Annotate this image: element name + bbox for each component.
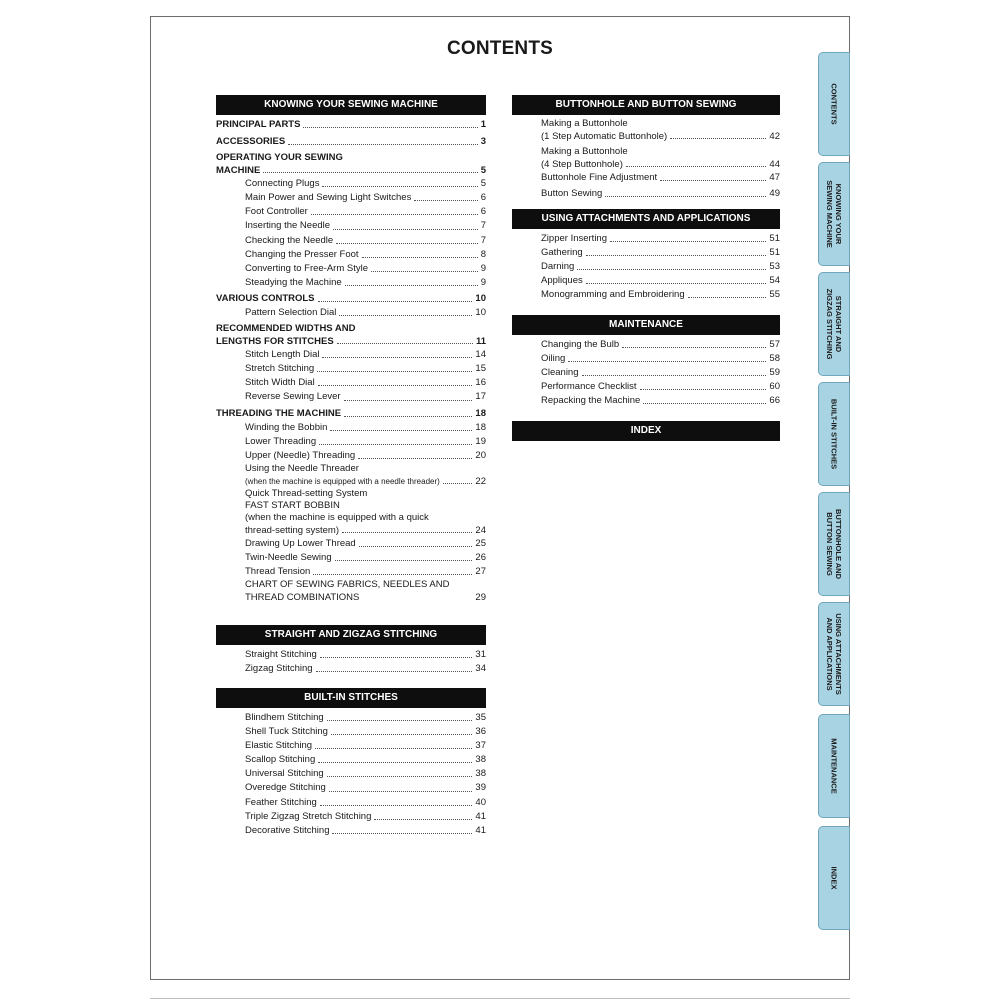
toc-entry-fabric-chart-line2[interactable] xyxy=(216,591,486,604)
tab-label-line1: CONTENTS xyxy=(829,83,839,125)
toc-page-number: 11 xyxy=(475,336,486,348)
toc-entry-needle-threader[interactable] xyxy=(216,463,486,475)
toc-subentry[interactable] xyxy=(216,435,486,449)
toc-entry-text-line1: OPERATING YOUR SEWING xyxy=(216,152,343,164)
toc-subentry[interactable] xyxy=(216,767,486,781)
section-header-straight-zigzag: STRAIGHT AND ZIGZAG STITCHING xyxy=(216,625,486,645)
toc-entry-text: Gathering xyxy=(541,246,584,260)
dot-leader xyxy=(318,301,473,302)
toc-entry-text: Foot Controller xyxy=(245,205,309,219)
toc-entry-text: Stretch Stitching xyxy=(245,362,315,376)
toc-index-section xyxy=(512,421,780,444)
toc-entry-text-line1: RECOMMENDED WIDTHS AND xyxy=(216,323,356,335)
dot-leader xyxy=(335,560,473,561)
toc-page-number: 38 xyxy=(475,754,486,766)
toc-page-number: 42 xyxy=(769,131,780,142)
toc-entry-text: Lower Threading xyxy=(245,435,317,449)
toc-page-number: 35 xyxy=(475,712,486,723)
toc-entry-text-line1: CHART OF SEWING FABRICS, NEEDLES AND xyxy=(245,579,450,591)
toc-entry-text: Overedge Stitching xyxy=(245,781,327,795)
dot-leader xyxy=(317,371,472,372)
toc-page-number: 58 xyxy=(769,353,780,365)
toc-entry-principal-parts[interactable] xyxy=(216,118,486,132)
toc-subentry[interactable] xyxy=(216,824,486,838)
toc-entry-text: Stitch Width Dial xyxy=(245,376,316,390)
toc-entry-text: Converting to Free-Arm Style xyxy=(245,262,369,276)
section-header-index[interactable]: INDEX xyxy=(512,421,780,441)
toc-subentry[interactable] xyxy=(216,648,486,662)
toc-page-number: 25 xyxy=(475,537,486,549)
tab-label-line2: SEWING MACHINE xyxy=(825,180,834,248)
toc-left-column xyxy=(216,95,486,604)
toc-page-number: 49 xyxy=(769,188,780,200)
dot-leader xyxy=(344,400,473,401)
toc-entry-text: Decorative Stitching xyxy=(245,824,330,838)
toc-entry-text: VARIOUS CONTROLS xyxy=(216,292,316,306)
toc-page-number: 15 xyxy=(475,363,486,375)
toc-entry-text: (4 Step Buttonhole) xyxy=(541,159,623,170)
toc-entry-needle-threader-line2[interactable] xyxy=(216,475,486,488)
toc-subentry[interactable] xyxy=(512,380,780,394)
toc-entry-text: (when the machine is equipped with a needle threader) xyxy=(245,476,440,486)
tab-straight-and-zigzag[interactable] xyxy=(818,272,850,376)
dot-leader xyxy=(586,283,767,284)
toc-subentry[interactable] xyxy=(512,352,780,366)
dot-leader xyxy=(342,532,472,533)
page-bottom-rule xyxy=(150,998,850,999)
toc-page-number: 44 xyxy=(769,159,780,170)
dot-leader xyxy=(319,444,472,445)
section-header-knowing: KNOWING YOUR SEWING MACHINE xyxy=(216,95,486,115)
toc-page-number: 36 xyxy=(475,726,486,738)
section-header-builtin: BUILT-IN STITCHES xyxy=(216,688,486,708)
toc-entry-text: Winding the Bobbin xyxy=(245,421,328,435)
tab-maintenance[interactable] xyxy=(818,714,850,818)
dot-leader xyxy=(688,297,767,298)
toc-entry-text: Inserting the Needle xyxy=(245,219,331,233)
toc-straight-zigzag-section xyxy=(216,625,486,676)
toc-page-number: 3 xyxy=(480,136,486,148)
toc-subentry[interactable] xyxy=(216,390,486,404)
section-header-attachments: USING ATTACHMENTS AND APPLICATIONS xyxy=(512,209,780,229)
dot-leader xyxy=(605,196,766,197)
toc-subentry[interactable] xyxy=(216,753,486,767)
dot-leader xyxy=(670,138,766,139)
toc-subentry[interactable] xyxy=(216,248,486,262)
dot-leader xyxy=(333,229,478,230)
toc-entry-text-line2: FAST START BOBBIN xyxy=(245,499,340,511)
toc-page-number: 51 xyxy=(769,233,780,244)
dot-leader xyxy=(622,347,766,348)
dot-leader xyxy=(315,748,472,749)
toc-subentry[interactable] xyxy=(512,260,780,274)
toc-subentry[interactable] xyxy=(512,338,780,352)
toc-page-number: 51 xyxy=(769,247,780,259)
toc-page-number: 19 xyxy=(475,435,486,447)
dot-leader xyxy=(320,805,473,806)
toc-page-number: 31 xyxy=(475,649,486,660)
dot-leader xyxy=(568,361,766,362)
toc-page-number: 38 xyxy=(475,768,486,780)
toc-entry-operating[interactable] xyxy=(216,152,486,164)
tab-contents[interactable] xyxy=(818,52,850,156)
dot-leader xyxy=(337,343,473,344)
toc-entry-text: ACCESSORIES xyxy=(216,135,286,149)
toc-page-number: 47 xyxy=(769,172,780,183)
toc-entry-text: Drawing Up Lower Thread xyxy=(245,537,357,551)
toc-page-number: 10 xyxy=(475,307,486,319)
dot-leader xyxy=(374,819,472,820)
toc-page-number: 24 xyxy=(475,524,486,536)
section-header-maintenance: MAINTENANCE xyxy=(512,315,780,335)
tab-label xyxy=(825,289,843,360)
dot-leader xyxy=(610,241,766,242)
toc-subentry[interactable] xyxy=(216,262,486,276)
toc-page-number: 27 xyxy=(475,566,486,578)
toc-page-number: 16 xyxy=(475,377,486,389)
toc-entry-buttonhole-4step-line2[interactable] xyxy=(512,158,780,171)
toc-subentry[interactable] xyxy=(216,376,486,390)
toc-page-number: 34 xyxy=(475,663,486,675)
dot-leader xyxy=(358,458,472,459)
toc-entry-text: Elastic Stitching xyxy=(245,739,313,753)
toc-entry-text: Changing the Bulb xyxy=(541,338,620,352)
toc-subentry[interactable] xyxy=(216,662,486,676)
toc-page-number: 1 xyxy=(480,119,486,130)
toc-page-number: 53 xyxy=(769,261,780,273)
toc-entry-text: Twin-Needle Sewing xyxy=(245,551,333,565)
toc-entry-text: Performance Checklist xyxy=(541,380,638,394)
dot-leader xyxy=(327,776,473,777)
toc-buttonhole-section xyxy=(512,95,780,201)
toc-entry-text: thread-setting system) xyxy=(245,524,339,536)
dot-leader xyxy=(626,166,767,167)
toc-page-number: 55 xyxy=(769,289,780,301)
toc-entry-buttonhole-1step[interactable] xyxy=(512,118,780,130)
toc-entry-text: Triple Zigzag Stretch Stitching xyxy=(245,810,372,824)
dot-leader xyxy=(345,285,478,286)
toc-subentry[interactable] xyxy=(512,288,780,302)
toc-entry-buttonhole-4step[interactable] xyxy=(512,146,780,158)
toc-page-number: 6 xyxy=(480,192,486,204)
dot-leader xyxy=(303,127,477,128)
toc-entry-text-line1: Quick Thread-setting System xyxy=(245,487,368,499)
toc-subentry[interactable] xyxy=(512,246,780,260)
toc-entry-text: Thread Tension xyxy=(245,565,311,579)
toc-entry-text: Oiling xyxy=(541,352,566,366)
tab-label xyxy=(825,180,843,248)
dot-leader xyxy=(322,186,477,187)
toc-subentry[interactable] xyxy=(216,219,486,233)
toc-subentry[interactable] xyxy=(216,810,486,824)
toc-entry-text: Appliques xyxy=(541,274,584,288)
toc-subentry[interactable] xyxy=(512,366,780,380)
toc-page-number: 7 xyxy=(480,234,486,246)
toc-entry-text: Buttonhole Fine Adjustment xyxy=(541,171,658,185)
section-header-buttonhole: BUTTONHOLE AND BUTTON SEWING xyxy=(512,95,780,115)
toc-entry-text: Pattern Selection Dial xyxy=(245,306,337,320)
toc-entry-text: Monogramming and Embroidering xyxy=(541,288,686,302)
toc-subentry[interactable] xyxy=(216,725,486,739)
dot-leader xyxy=(643,403,766,404)
toc-page-number: 22 xyxy=(475,475,486,487)
dot-leader xyxy=(344,416,472,417)
tab-built-in-stitches[interactable] xyxy=(818,382,850,486)
toc-page-number: 7 xyxy=(480,220,486,232)
dot-leader xyxy=(311,214,478,215)
dot-leader xyxy=(263,172,477,173)
dot-leader xyxy=(339,315,472,316)
tab-label xyxy=(825,509,843,579)
toc-page-number: 40 xyxy=(475,796,486,808)
dot-leader xyxy=(359,546,473,547)
toc-entry-text-line1: Making a Buttonhole xyxy=(541,118,628,129)
tab-label xyxy=(830,83,839,124)
toc-page-number: 20 xyxy=(475,449,486,461)
dot-leader xyxy=(660,180,766,181)
toc-page-number: 6 xyxy=(480,206,486,218)
toc-entry-text: Reverse Sewing Lever xyxy=(245,390,342,404)
tab-label xyxy=(825,613,843,695)
toc-entry-text: Stitch Length Dial xyxy=(245,348,320,362)
toc-page-number: 39 xyxy=(475,782,486,794)
toc-page-number: 54 xyxy=(769,275,780,287)
toc-page-number: 18 xyxy=(475,407,486,419)
toc-entry-text: Main Power and Sewing Light Switches xyxy=(245,191,412,205)
toc-subentry[interactable] xyxy=(216,191,486,205)
toc-entry-text: Universal Stitching xyxy=(245,767,325,781)
tab-label xyxy=(830,738,839,793)
toc-entry-text: Zigzag Stitching xyxy=(245,662,314,676)
toc-entry-fabric-chart[interactable] xyxy=(216,579,486,591)
tab-knowing-your-sewing-machine[interactable] xyxy=(818,162,850,266)
toc-subentry[interactable] xyxy=(216,177,486,191)
toc-entry-text: Button Sewing xyxy=(541,187,603,201)
toc-page-number: 14 xyxy=(475,349,486,361)
toc-subentry[interactable] xyxy=(216,565,486,579)
toc-entry-text: Feather Stitching xyxy=(245,796,318,810)
dot-leader xyxy=(443,483,473,484)
toc-page-number: 57 xyxy=(769,339,780,350)
toc-entry-text: Connecting Plugs xyxy=(245,177,320,191)
dot-leader xyxy=(640,389,767,390)
tab-index[interactable] xyxy=(818,826,850,930)
toc-entry-text: Upper (Needle) Threading xyxy=(245,449,356,463)
toc-subentry[interactable] xyxy=(512,394,780,408)
toc-subentry[interactable] xyxy=(216,234,486,248)
dot-leader xyxy=(586,255,767,256)
toc-page-number: 37 xyxy=(475,740,486,752)
toc-entry-text: (1 Step Automatic Buttonhole) xyxy=(541,131,668,142)
dot-leader xyxy=(329,791,473,792)
toc-subentry[interactable] xyxy=(512,232,780,246)
toc-subentry[interactable] xyxy=(512,274,780,288)
toc-entry-various-controls[interactable] xyxy=(216,292,486,306)
dot-leader xyxy=(336,243,478,244)
toc-page-number: 9 xyxy=(480,276,486,288)
toc-entry-text: THREAD COMBINATIONS xyxy=(245,592,360,604)
dot-leader xyxy=(332,833,472,834)
toc-page-number: 18 xyxy=(475,421,486,433)
toc-entry-text: LENGTHS FOR STITCHES xyxy=(216,336,334,348)
toc-entry-text: Shell Tuck Stitching xyxy=(245,725,329,739)
toc-page-number: 29 xyxy=(475,592,486,604)
toc-entry-quick-thread[interactable] xyxy=(216,488,486,524)
dot-leader xyxy=(318,762,472,763)
toc-entry-accessories[interactable] xyxy=(216,135,486,149)
tab-label-line2: BUTTON SEWING xyxy=(825,512,834,576)
tab-label-line1: USING ATTACHMENTS xyxy=(834,613,843,695)
tab-label-line2: AND APPLICATIONS xyxy=(825,617,834,691)
tab-attachments-and-applications[interactable] xyxy=(818,602,850,706)
tab-label-line1: INDEX xyxy=(829,866,839,890)
toc-entry-text: Checking the Needle xyxy=(245,234,334,248)
tab-label-line1: STRAIGHT AND xyxy=(834,295,843,353)
dot-leader xyxy=(320,657,473,658)
toc-subentry[interactable] xyxy=(216,362,486,376)
toc-entry-operating-line2[interactable] xyxy=(216,164,486,177)
toc-subentry[interactable] xyxy=(216,796,486,810)
toc-entry-quick-thread-line4[interactable] xyxy=(216,524,486,537)
dot-leader xyxy=(362,257,478,258)
toc-entry-text-line1: Using the Needle Threader xyxy=(245,462,359,474)
dot-leader xyxy=(316,671,473,672)
toc-page-number: 17 xyxy=(475,391,486,403)
toc-subentry[interactable] xyxy=(216,551,486,565)
tab-label-line1: KNOWING YOUR xyxy=(834,183,843,245)
toc-subentry[interactable] xyxy=(512,187,780,201)
tab-label-line1: BUILT-IN STITCHES xyxy=(829,398,839,470)
dot-leader xyxy=(330,430,472,431)
tab-buttonhole-and-button[interactable] xyxy=(818,492,850,596)
toc-builtin-section xyxy=(216,688,486,838)
toc-entry-text: PRINCIPAL PARTS xyxy=(216,118,301,132)
toc-subentry[interactable] xyxy=(216,421,486,435)
dot-leader xyxy=(288,144,478,145)
dot-leader xyxy=(318,385,473,386)
toc-entry-text: MACHINE xyxy=(216,165,261,177)
toc-subentry[interactable] xyxy=(216,711,486,725)
toc-attachments-section xyxy=(512,209,780,302)
toc-subentry[interactable] xyxy=(512,171,780,185)
toc-page-number: 26 xyxy=(475,551,486,563)
tab-label xyxy=(830,867,839,890)
dot-leader xyxy=(414,200,477,201)
toc-entry-text: Zipper Inserting xyxy=(541,232,608,246)
toc-entry-text-line3: (when the machine is equipped with a quick xyxy=(245,511,429,523)
toc-entry-text: Repacking the Machine xyxy=(541,394,641,408)
toc-subentry[interactable] xyxy=(216,276,486,290)
toc-page-number: 9 xyxy=(480,262,486,274)
toc-entry-text: Scallop Stitching xyxy=(245,753,316,767)
toc-entry-text: Blindhem Stitching xyxy=(245,711,325,725)
toc-subentry[interactable] xyxy=(216,781,486,795)
toc-entry-text-line1: Making a Buttonhole xyxy=(541,146,628,157)
toc-entry-recommended[interactable] xyxy=(216,323,486,335)
dot-leader xyxy=(582,375,767,376)
tab-label-line1: MAINTENANCE xyxy=(829,738,839,794)
tab-label xyxy=(830,399,839,469)
toc-entry-text: Darning xyxy=(541,260,575,274)
dot-leader xyxy=(577,269,766,270)
toc-entry-buttonhole-1step-line2[interactable] xyxy=(512,130,780,143)
dot-leader xyxy=(362,599,472,600)
toc-subentry[interactable] xyxy=(216,306,486,320)
dot-leader xyxy=(313,574,472,575)
toc-entry-text: Cleaning xyxy=(541,366,580,380)
toc-subentry[interactable] xyxy=(216,537,486,551)
toc-page-number: 10 xyxy=(475,292,486,304)
toc-page-number: 66 xyxy=(769,395,780,407)
tab-label-line1: BUTTONHOLE AND xyxy=(834,509,843,579)
toc-entry-text: THREADING THE MACHINE xyxy=(216,407,342,421)
toc-entry-text: Straight Stitching xyxy=(245,648,318,662)
toc-page-number: 41 xyxy=(475,824,486,836)
toc-entry-recommended-line2[interactable] xyxy=(216,335,486,348)
toc-entry-text: Steadying the Machine xyxy=(245,276,343,290)
dot-leader xyxy=(327,720,473,721)
toc-page-number: 59 xyxy=(769,367,780,379)
toc-subentry[interactable] xyxy=(216,205,486,219)
toc-page-number: 8 xyxy=(480,248,486,260)
toc-page-number: 60 xyxy=(769,381,780,393)
toc-entry-text: Changing the Presser Foot xyxy=(245,248,360,262)
toc-subentry[interactable] xyxy=(216,739,486,753)
toc-page-number: 5 xyxy=(480,165,486,177)
dot-leader xyxy=(322,357,472,358)
toc-subentry[interactable] xyxy=(216,449,486,463)
toc-page-number: 5 xyxy=(480,178,486,190)
toc-entry-threading[interactable] xyxy=(216,407,486,421)
toc-maintenance-section xyxy=(512,315,780,408)
page-title: CONTENTS xyxy=(446,38,554,59)
toc-subentry[interactable] xyxy=(216,348,486,362)
tab-label-line2: ZIGZAG STITCHING xyxy=(825,288,834,360)
toc-page-number: 41 xyxy=(475,810,486,822)
dot-leader xyxy=(371,271,478,272)
dot-leader xyxy=(331,734,473,735)
